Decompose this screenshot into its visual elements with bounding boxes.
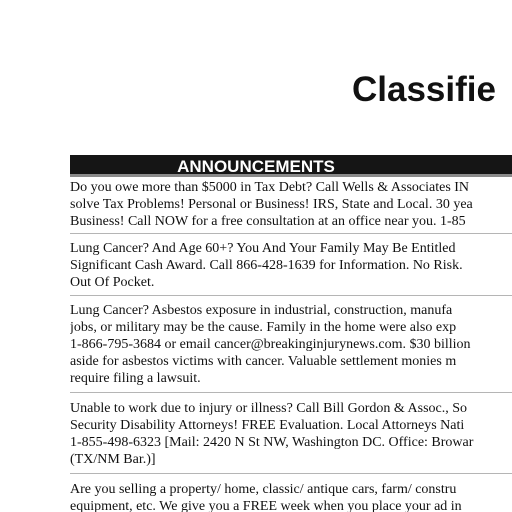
page-title: Classifie xyxy=(352,70,496,109)
ad-line: Lung Cancer? Asbestos exposure in industrial, construction, manufa xyxy=(70,303,453,318)
ad-line: Lung Cancer? And Age 60+? You And Your Family May Be Entitled xyxy=(70,241,456,256)
ad-line: 1-855-498-6323 [Mail: 2420 N St NW, Washington DC. Office: Browar xyxy=(70,435,474,450)
ad-line: Significant Cash Award. Call 866-428-1639 for Information. No Risk. xyxy=(70,258,463,273)
ad-line: Do you owe more than $5000 in Tax Debt? Call Wells & Associates IN xyxy=(70,180,470,195)
classified-ad-asbestos xyxy=(70,302,512,393)
classified-ad-free-week xyxy=(70,481,512,512)
ad-line: Security Disability Attorneys! FREE Evaluation. Local Attorneys Nati xyxy=(70,418,465,433)
ad-line: 1-866-795-3684 or email cancer@breakinginjurynews.com. $30 billion xyxy=(70,337,471,352)
ad-line: Out Of Pocket. xyxy=(70,275,155,290)
ad-line: aside for asbestos victims with cancer. Valuable settlement monies m xyxy=(70,354,457,369)
ad-line: Unable to work due to injury or illness? Call Bill Gordon & Assoc., So xyxy=(70,401,468,416)
classified-ad-lung-cancer-60 xyxy=(70,240,512,296)
section-header-label: ANNOUNCEMENTS xyxy=(177,157,335,176)
ad-line: require filing a lawsuit. xyxy=(70,371,201,386)
ad-line: Are you selling a property/ home, classic/ antique cars, farm/ constru xyxy=(70,482,457,497)
ad-line: (TX/NM Bar.)] xyxy=(70,452,156,467)
ad-line: Business! Call NOW for a free consultation at an office near you. 1-85 xyxy=(70,214,466,229)
ad-line: jobs, or military may be the cause. Family in the home were also exp xyxy=(70,320,457,335)
ad-line: solve Tax Problems! Personal or Business! IRS, State and Local. 30 yea xyxy=(70,197,473,212)
classified-ad-tax-debt xyxy=(70,179,512,234)
ad-line: equipment, etc. We give you a FREE week when you place your ad in xyxy=(70,499,462,512)
classified-ad-disability xyxy=(70,400,512,474)
